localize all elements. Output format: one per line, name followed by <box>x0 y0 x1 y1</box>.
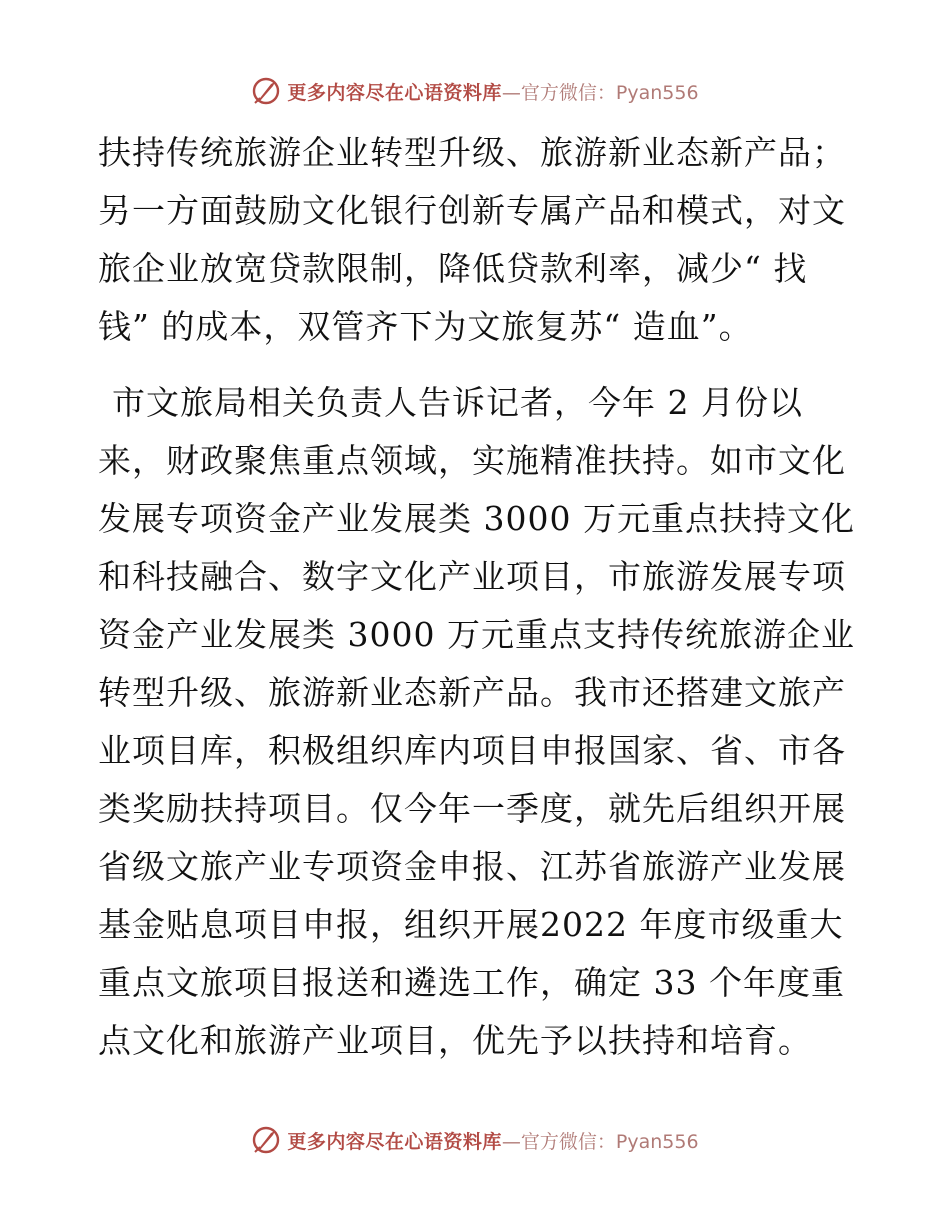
text-line: 基金贴息项目申报，组织开展2022 年度市级重大 <box>98 905 844 944</box>
text-line: 省级文旅产业专项资金申报、江苏省旅游产业发展 <box>98 847 846 886</box>
text-line: 点文化和旅游产业项目，优先予以扶持和培育。 <box>98 1021 812 1060</box>
watermark-lead-text: 更多内容尽在心语资料库 <box>287 1130 502 1153</box>
paragraph-2 <box>98 374 858 1070</box>
quill-pen-logo-icon <box>251 1125 281 1155</box>
text-line: 和科技融合、数字文化产业项目，市旅游发展专项 <box>98 557 846 596</box>
text-line: 扶持传统旅游企业转型升级、旅游新业态新产品； <box>98 133 846 172</box>
text-line: 发展专项资金产业发展类 3000 万元重点扶持文化 <box>98 499 855 538</box>
header-watermark <box>0 71 950 111</box>
document-body <box>98 124 858 1070</box>
text-line: 转型升级、旅游新业态新产品。我市还搭建文旅产 <box>98 673 846 712</box>
footer-watermark <box>0 1120 950 1160</box>
text-line: 钱” 的成本，双管齐下为文旅复苏“ 造血”。 <box>98 307 753 346</box>
text-line: 业项目库，积极组织库内项目申报国家、省、市各 <box>98 731 846 770</box>
text-line: 来，财政聚焦重点领域，实施精准扶持。如市文化 <box>98 441 846 480</box>
text-line: 另一方面鼓励文化银行创新专属产品和模式，对文 <box>98 191 846 230</box>
watermark-lead-text: 更多内容尽在心语资料库 <box>287 81 502 104</box>
text-line: 类奖励扶持项目。仅今年一季度，就先后组织开展 <box>98 789 846 828</box>
text-line: 旅企业放宽贷款限制，降低贷款利率，减少“ 找 <box>98 249 808 288</box>
text-line: 资金产业发展类 3000 万元重点支持传统旅游企业 <box>98 615 855 654</box>
watermark-contact-text: —官方微信：Pyan556 <box>501 81 699 104</box>
text-line: 市文旅局相关负责人告诉记者，今年 2 月份以 <box>112 383 803 422</box>
watermark-contact-text: —官方微信：Pyan556 <box>501 1130 699 1153</box>
text-line: 重点文旅项目报送和遴选工作，确定 33 个年度重 <box>98 963 845 1002</box>
paragraph-1 <box>98 124 858 356</box>
quill-pen-logo-icon <box>251 76 281 106</box>
